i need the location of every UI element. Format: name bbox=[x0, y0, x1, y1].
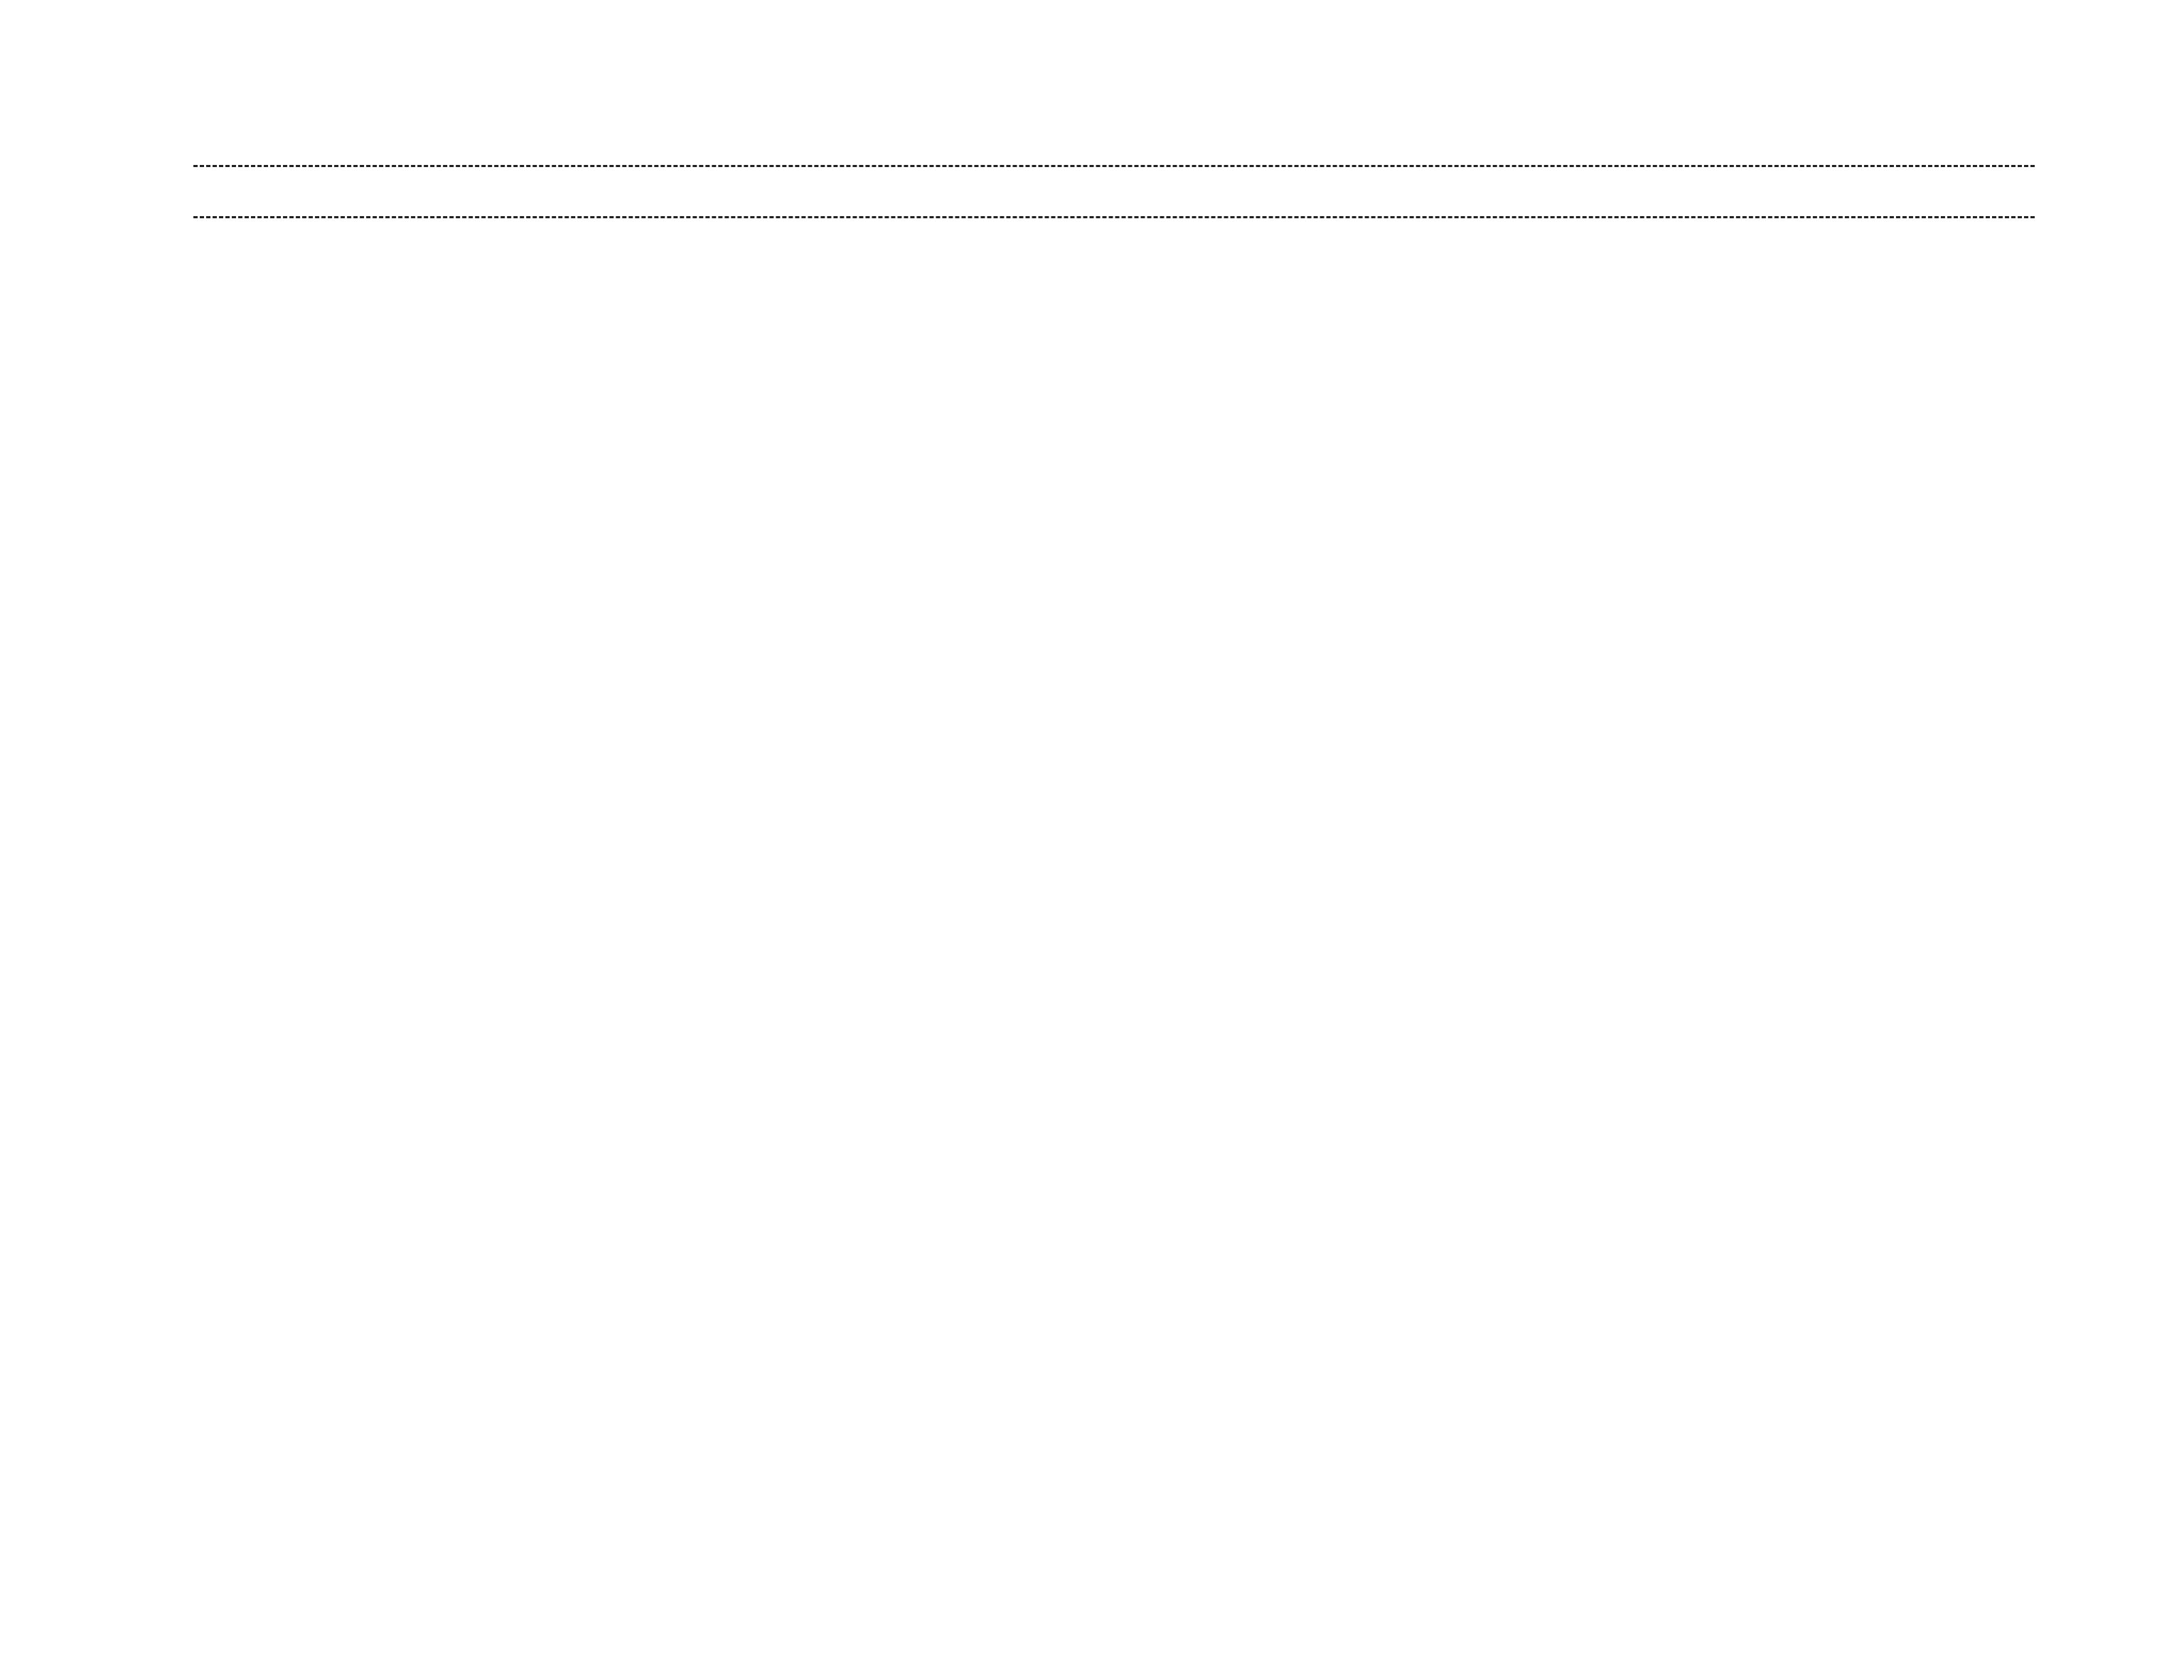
header-top-rule bbox=[193, 165, 2035, 167]
header-bottom-rule bbox=[193, 216, 2035, 218]
